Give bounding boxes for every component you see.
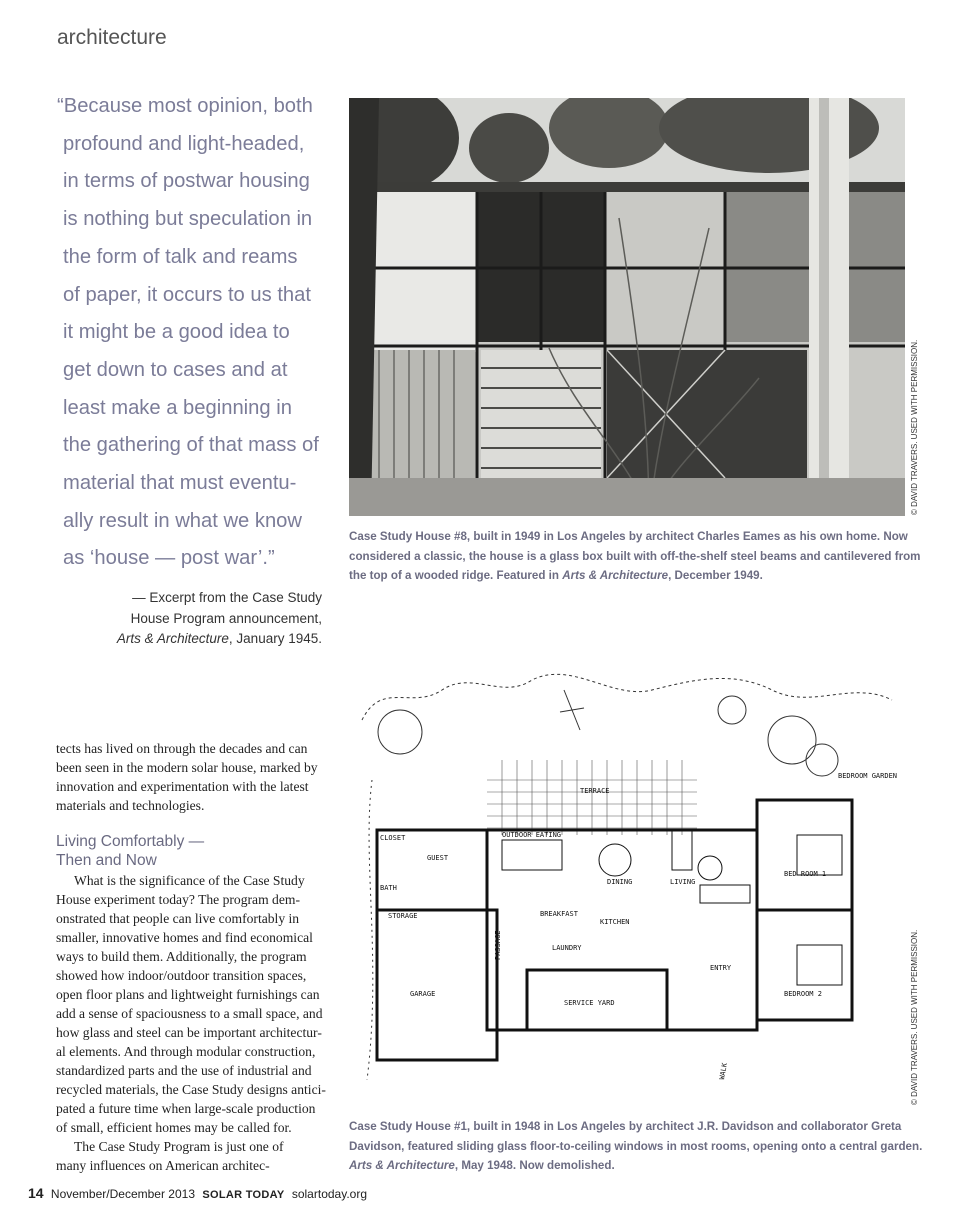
plan-label-kitchen: KITCHEN	[600, 918, 630, 926]
article-paragraph	[56, 739, 322, 815]
section-label: architecture	[57, 26, 167, 49]
plan-caption	[349, 1117, 923, 1176]
plan-label-bedroom-1: BED ROOM 1	[784, 870, 827, 878]
case-study-house-8-photo	[349, 98, 905, 516]
caption-publication: Arts & Architecture	[562, 569, 669, 582]
caption-line: Case Study House #1, built in 1948 in Los Angeles by architect J.R. Davidson and collaborator Greta	[349, 1120, 902, 1133]
page-number: 14	[28, 1185, 44, 1201]
article-line: House experiment today? The program dem-	[56, 892, 300, 907]
magazine-brand: SOLAR TODAY	[202, 1189, 285, 1201]
page-footer	[28, 1185, 367, 1201]
article-line: add a sense of spaciousness to a small space, and	[56, 1006, 323, 1021]
article-line: innovation and experimentation with the latest	[56, 779, 309, 794]
attribution-line: House Program announcement,	[130, 610, 322, 626]
plan-label-storage: STORAGE	[388, 912, 418, 920]
plan-label-walk: WALK	[718, 1062, 729, 1081]
subhead-line: Living Comfortably —	[56, 833, 205, 850]
plan-label-passage: PASSAGE	[494, 930, 502, 960]
plan-label-dining: DINING	[607, 878, 633, 886]
article-line: smaller, innovative homes and find economical	[56, 930, 313, 945]
plan-label-bath: BATH	[380, 884, 397, 892]
article-line: ways to build them. Additionally, the program	[56, 949, 307, 964]
attribution-publication: Arts & Architecture	[116, 631, 229, 646]
article-line: of small, efficient homes may be called for.	[56, 1120, 292, 1135]
plan-label-outdoor-eating: OUTDOOR EATING	[502, 831, 562, 839]
photo-credit: © DAVID TRAVERS. USED WITH PERMISSION.	[910, 339, 919, 515]
quote-line: the form of talk and reams	[63, 245, 298, 268]
article-line: materials and technologies.	[56, 798, 205, 813]
quote-line: profound and light-headed,	[63, 132, 305, 155]
plan-label-laundry: LAUNDRY	[552, 944, 582, 952]
plan-label-guest: GUEST	[427, 854, 449, 862]
article-subhead	[56, 832, 204, 870]
plan-label-terrace: TERRACE	[580, 787, 610, 795]
plan-label-living: LIVING	[670, 878, 696, 886]
quote-line: least make a beginning in	[63, 396, 292, 419]
plan-label-service-yard: SERVICE YARD	[564, 999, 615, 1007]
quote-line: get down to cases and at	[63, 358, 288, 381]
caption-line	[349, 1156, 909, 1176]
plan-label-bedroom-garden: BEDROOM GARDEN	[838, 772, 898, 780]
caption-line: Case Study House #8, built in 1949 in Los Angeles by architect Charles Eames as his own home. Now	[349, 530, 908, 543]
article-line: been seen in the modern solar house, marked by	[56, 760, 318, 775]
quote-line: ally result in what we know	[63, 509, 302, 532]
issue-date: November/December 2013	[50, 1187, 195, 1201]
plan-label-closet: CLOSET	[380, 834, 406, 842]
quote-line: the gathering of that mass of	[63, 434, 319, 457]
photo-caption	[349, 527, 921, 586]
quote-line: “Because most opinion, both	[57, 95, 313, 117]
subhead-line: Then and Now	[56, 852, 157, 869]
caption-text: , December 1949.	[668, 569, 763, 582]
plan-label-entry: ENTRY	[710, 964, 732, 972]
magazine-url[interactable]: solartoday.org	[291, 1187, 367, 1201]
attribution-date: , January 1945.	[228, 631, 322, 646]
quote-attribution	[112, 588, 322, 650]
caption-publication: Arts & Architecture	[349, 1159, 455, 1172]
attribution-line	[112, 629, 322, 650]
article-line: open floor plans and lightweight furnishings can	[56, 987, 320, 1002]
case-study-house-1-floor-plan	[352, 660, 904, 1100]
caption-line: Davidson, featured sliding glass floor-to-ceiling windows in most rooms, opening onto a central garden.	[349, 1139, 923, 1153]
caption-text: the top of a wooded ridge. Featured in	[349, 569, 563, 582]
pull-quote	[57, 88, 327, 578]
article-line: pated a future time when large-scale production	[56, 1101, 316, 1116]
article-line: standardized parts and the use of industrial and	[56, 1063, 312, 1078]
quote-line: in terms of postwar housing	[63, 170, 310, 193]
article-line: how glass and steel can be important architectur-	[56, 1025, 322, 1040]
quote-line: of paper, it occurs to us that	[63, 283, 311, 306]
caption-line: considered a classic, the house is a glass box built with off-the-shelf steel beams and cantilevered from	[349, 549, 921, 563]
article-paragraph	[56, 871, 326, 1175]
article-line: many influences on American architec-	[56, 1158, 270, 1173]
article-line: al elements. And through modular construction,	[56, 1044, 316, 1059]
quote-line: it might be a good idea to	[63, 321, 290, 344]
plan-label-bedroom-2: BEDROOM 2	[784, 990, 822, 998]
plan-label-breakfast: BREAKFAST	[540, 910, 578, 918]
attribution-line: — Excerpt from the Case Study	[132, 590, 322, 605]
article-line: What is the significance of the Case Study	[74, 873, 305, 888]
quote-line: is nothing but speculation in	[63, 208, 313, 231]
caption-line	[349, 566, 909, 586]
article-line: tects has lived on through the decades and can	[56, 741, 308, 756]
article-line: showed how indoor/outdoor transition spaces,	[56, 968, 307, 983]
quote-line: as ‘house — post war’.”	[63, 547, 275, 570]
plan-credit: © DAVID TRAVERS. USED WITH PERMISSION.	[910, 929, 919, 1105]
article-line: The Case Study Program is just one of	[74, 1139, 284, 1154]
plan-label-garage: GARAGE	[410, 990, 436, 998]
article-line: onstrated that people can live comfortably in	[56, 911, 300, 926]
article-line: recycled materials, the Case Study designs antici-	[56, 1082, 326, 1097]
caption-text: , May 1948. Now demolished.	[454, 1159, 615, 1172]
quote-line: material that must eventu-	[63, 472, 297, 495]
